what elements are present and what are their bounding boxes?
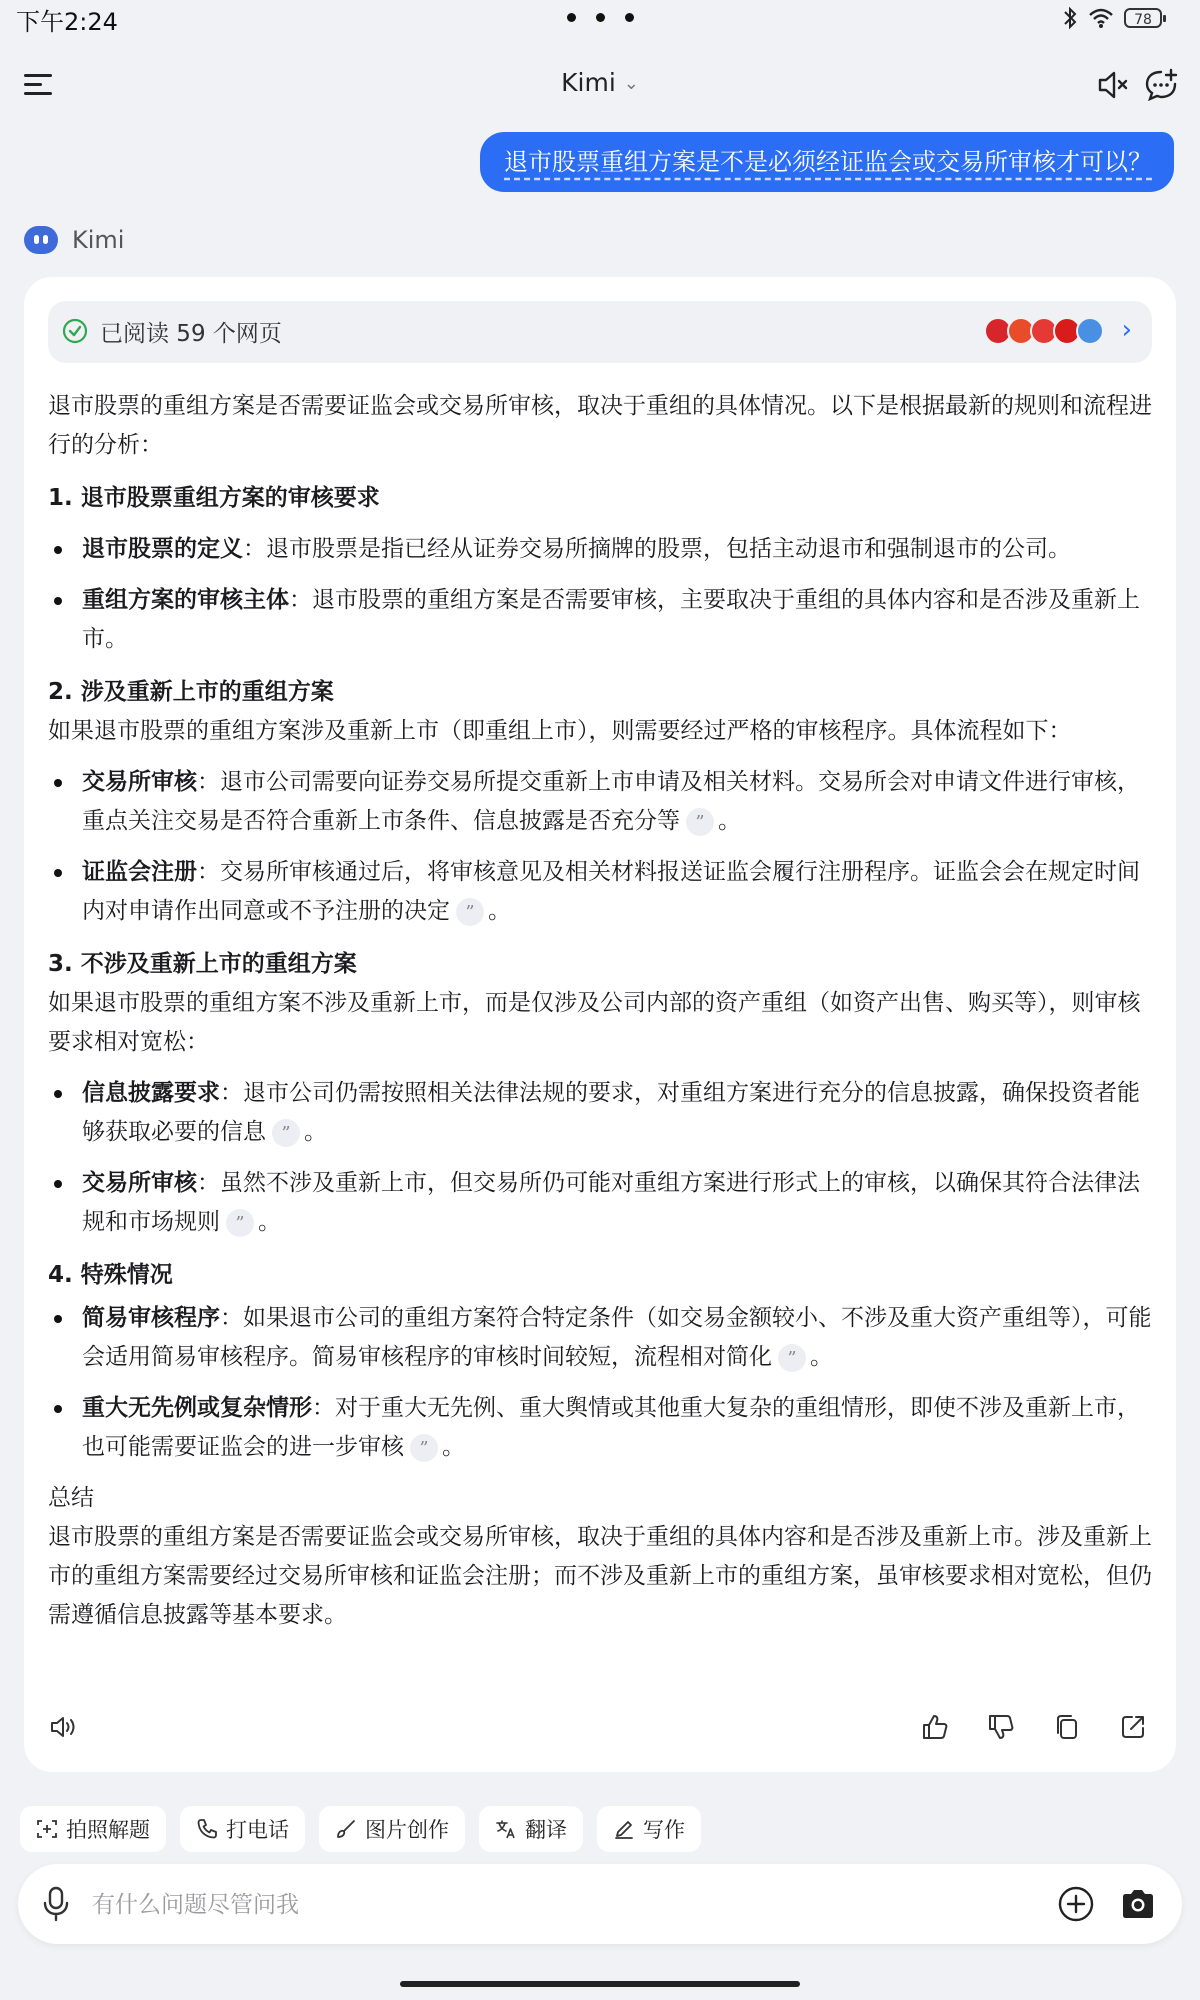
brush-icon bbox=[335, 1818, 357, 1840]
assistant-name: Kimi bbox=[72, 226, 125, 254]
answer-intro: 退市股票的重组方案是否需要证监会或交易所审核，取决于重组的具体情况。以下是根据最新的规则和流程进行的分析： bbox=[48, 393, 1152, 458]
citation-quote-icon[interactable]: ” bbox=[272, 1119, 300, 1147]
list-item bbox=[48, 581, 1152, 659]
top-bar bbox=[0, 50, 1200, 120]
battery-icon: 78 bbox=[1124, 8, 1162, 28]
list-item bbox=[48, 763, 1152, 841]
list-item-end: 。 bbox=[810, 1344, 833, 1370]
multitask-dots-icon[interactable] bbox=[567, 13, 634, 22]
list-item-end: 。 bbox=[258, 1209, 281, 1235]
list-item-text: ：退市股票的重组方案是否需要审核，主要取决于重组的具体内容和是否涉及重新上市。 bbox=[82, 587, 1140, 652]
source-favicon-icon bbox=[1076, 317, 1104, 345]
new-chat-icon[interactable] bbox=[1142, 66, 1180, 104]
thumbs-down-icon[interactable] bbox=[986, 1712, 1016, 1742]
read-aloud-icon[interactable] bbox=[48, 1712, 78, 1742]
chip-label: 翻译 bbox=[525, 1818, 567, 1842]
add-attachment-icon[interactable] bbox=[1056, 1884, 1096, 1924]
model-title: Kimi bbox=[561, 68, 616, 97]
status-time: 下午2:24 bbox=[16, 8, 118, 36]
list-item-text: ：退市公司仍需按照相关法律法规的要求，对重组方案进行充分的信息披露，确保投资者能够获取必要的信息 bbox=[82, 1080, 1140, 1145]
section-list bbox=[48, 1074, 1152, 1242]
status-icons bbox=[1062, 6, 1162, 30]
chip-label: 图片创作 bbox=[365, 1818, 449, 1842]
status-bar bbox=[0, 0, 1200, 38]
list-item bbox=[48, 1389, 1152, 1467]
list-item-term: 信息披露要求 bbox=[82, 1080, 220, 1106]
list-item bbox=[48, 530, 1152, 569]
list-item-term: 重组方案的审核主体 bbox=[82, 587, 289, 613]
model-selector[interactable] bbox=[0, 68, 1200, 97]
check-circle-icon bbox=[62, 318, 88, 344]
citation-quote-icon[interactable]: ” bbox=[456, 898, 484, 926]
source-favicons bbox=[989, 317, 1104, 345]
quick-actions bbox=[20, 1806, 701, 1852]
home-indicator[interactable] bbox=[400, 1981, 800, 1987]
answer-actions bbox=[48, 1712, 1152, 1752]
message-input-bar bbox=[18, 1864, 1182, 1944]
list-item-text: ：退市股票是指已经从证券交易所摘牌的股票，包括主动退市和强制退市的公司。 bbox=[243, 536, 1071, 562]
section-heading: 4. 特殊情况 bbox=[48, 1262, 173, 1288]
list-item-term: 交易所审核 bbox=[82, 1170, 197, 1196]
list-item-text: ：交易所审核通过后，将审核意见及相关材料报送证监会履行注册程序。证监会会在规定时间内对申请作出同意或不予注册的决定 bbox=[82, 859, 1140, 924]
section-list bbox=[48, 763, 1152, 931]
list-item-end: 。 bbox=[718, 808, 741, 834]
chip-image-create[interactable] bbox=[319, 1806, 465, 1852]
summary-heading: 总结 bbox=[48, 1485, 94, 1511]
kimi-avatar-icon bbox=[24, 226, 58, 254]
section-heading: 1. 退市股票重组方案的审核要求 bbox=[48, 485, 380, 511]
citation-quote-icon[interactable]: ” bbox=[686, 808, 714, 836]
list-item-end: 。 bbox=[304, 1119, 327, 1145]
copy-icon[interactable] bbox=[1052, 1712, 1082, 1742]
citation-quote-icon[interactable]: ” bbox=[226, 1209, 254, 1237]
summary-text: 退市股票的重组方案是否需要证监会或交易所审核，取决于重组的具体内容和是否涉及重新上市。涉及重新上市的重组方案需要经过交易所审核和证监会注册；而不涉及重新上市的重组方案，虽审核要求相对宽松，但仍需遵循信息披露等基本要求。 bbox=[48, 1524, 1152, 1628]
assistant-answer-card bbox=[24, 277, 1176, 1772]
thumbs-up-icon[interactable] bbox=[920, 1712, 950, 1742]
camera-icon[interactable] bbox=[1118, 1884, 1158, 1924]
microphone-icon[interactable] bbox=[38, 1884, 74, 1924]
citation-quote-icon[interactable]: ” bbox=[410, 1434, 438, 1462]
section-list bbox=[48, 530, 1152, 659]
section-list bbox=[48, 1299, 1152, 1467]
bluetooth-icon bbox=[1062, 6, 1078, 30]
list-item bbox=[48, 853, 1152, 931]
user-message-bubble[interactable] bbox=[480, 132, 1174, 192]
list-item-term: 简易审核程序 bbox=[82, 1305, 220, 1331]
list-item-end: 。 bbox=[442, 1434, 465, 1460]
chip-label: 打电话 bbox=[226, 1818, 289, 1842]
citation-quote-icon[interactable]: ” bbox=[778, 1344, 806, 1372]
section-intro: 如果退市股票的重组方案不涉及重新上市，而是仅涉及公司内部的资产重组（如资产出售、购买等），则审核要求相对宽松： bbox=[48, 990, 1141, 1055]
pen-icon bbox=[613, 1818, 635, 1840]
user-message-text: 退市股票重组方案是不是必须经证监会或交易所审核才可以？ bbox=[504, 148, 1152, 176]
list-item-text: ：虽然不涉及重新上市，但交易所仍可能对重组方案进行形式上的审核，以确保其符合法律法规和市场规则 bbox=[82, 1170, 1140, 1235]
section-heading: 2. 涉及重新上市的重组方案 bbox=[48, 679, 334, 705]
message-input[interactable]: 有什么问题尽管问我 bbox=[92, 1892, 299, 1918]
section-heading: 3. 不涉及重新上市的重组方案 bbox=[48, 951, 357, 977]
list-item-term: 证监会注册 bbox=[82, 859, 197, 885]
section-intro: 如果退市股票的重组方案涉及重新上市（即重组上市），则需要经过严格的审核程序。具体流程如下： bbox=[48, 718, 1072, 744]
translate-icon bbox=[495, 1818, 517, 1840]
sources-read-bar[interactable] bbox=[48, 301, 1152, 363]
chip-translate[interactable] bbox=[479, 1806, 583, 1852]
chip-label: 写作 bbox=[643, 1818, 685, 1842]
list-item bbox=[48, 1164, 1152, 1242]
phone-icon bbox=[196, 1818, 218, 1840]
sources-read-count: 已阅读 59 个网页 bbox=[100, 321, 282, 347]
answer-content bbox=[48, 387, 1152, 1635]
chip-photo-solve[interactable] bbox=[20, 1806, 166, 1852]
speaker-mute-icon[interactable] bbox=[1094, 66, 1132, 104]
list-item-text: ：退市公司需要向证券交易所提交重新上市申请及相关材料。交易所会对申请文件进行审核，重点关注交易是否符合重新上市条件、信息披露是否充分等 bbox=[82, 769, 1140, 834]
list-item bbox=[48, 1299, 1152, 1377]
chevron-right-icon: › bbox=[1121, 315, 1132, 345]
share-icon[interactable] bbox=[1118, 1712, 1148, 1742]
list-item bbox=[48, 1074, 1152, 1152]
list-item-term: 退市股票的定义 bbox=[82, 536, 243, 562]
list-item-text: ：如果退市公司的重组方案符合特定条件（如交易金额较小、不涉及重大资产重组等），可能会适用简易审核程序。简易审核程序的审核时间较短，流程相对简化 bbox=[82, 1305, 1152, 1370]
list-item-term: 重大无先例或复杂情形 bbox=[82, 1395, 312, 1421]
list-item-end: 。 bbox=[488, 898, 511, 924]
chip-writing[interactable] bbox=[597, 1806, 701, 1852]
chip-label: 拍照解题 bbox=[66, 1818, 150, 1842]
assistant-header bbox=[24, 226, 124, 254]
wifi-icon bbox=[1088, 7, 1114, 29]
list-item-text: ：对于重大无先例、重大舆情或其他重大复杂的重组情形，即使不涉及重新上市，也可能需要证监会的进一步审核 bbox=[82, 1395, 1140, 1460]
scan-icon bbox=[36, 1818, 58, 1840]
list-item-term: 交易所审核 bbox=[82, 769, 197, 795]
chip-phone-call[interactable] bbox=[180, 1806, 305, 1852]
chevron-down-icon: ⌄ bbox=[623, 73, 639, 94]
